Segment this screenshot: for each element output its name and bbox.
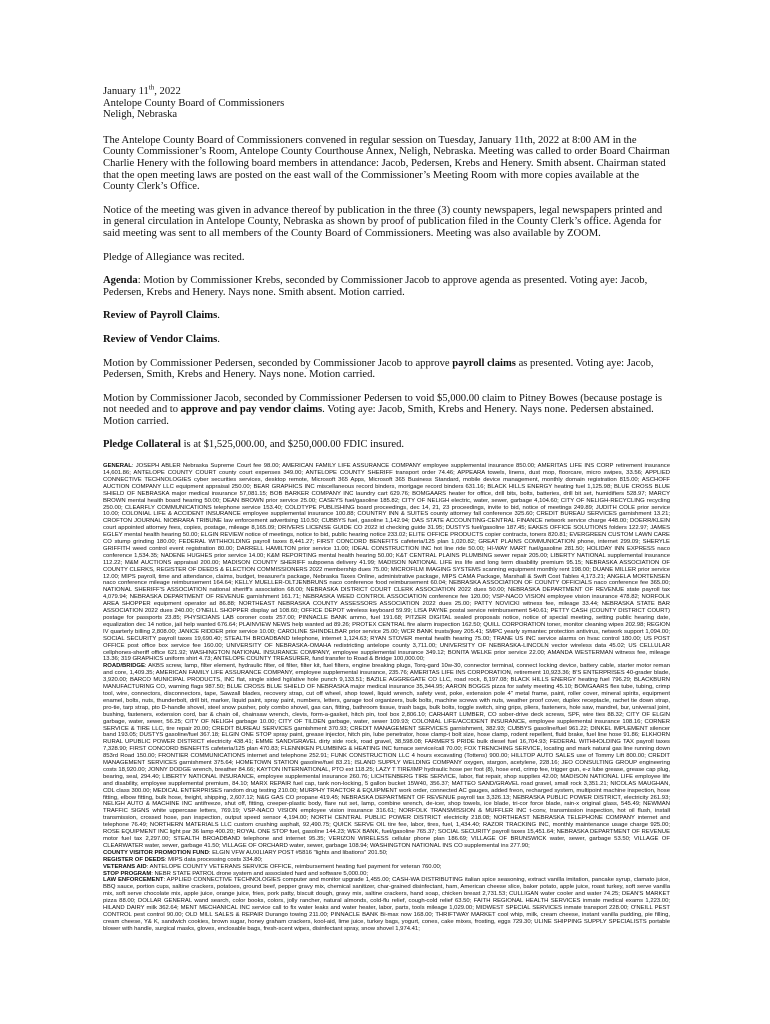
notice-paragraph: Notice of the meeting was given in advance thereof by publication in the three (3) county newspapers, legal newspapers printed and in general circulation in Antelope County, Nebraska as shown by proof of publication filed in the County Clerk’s office. Agenda for said meeting was sent to all members of the County Board of Commissioners. Meeting was also available by ZOOM. [103,204,663,239]
claims-register-of-deeds: REGISTER OF DEEDS: MIPS data processing costs 334.80; [103,856,263,863]
claims-visitor-promotion: COUNTY VISITOR PROMOTION FUND: ELGIN VFW AUXILIARY POST #5816 "lights and libations" 201.50; [103,849,388,856]
opening-paragraph: The Antelope County Board of Commissioners convened in regular session on Tuesday, January 11th, 2022 at 8:00 AM in the County Commissioner’s Room, Antelope County Courthouse Annex, Neligh, Nebraska. Meeting was called to order Board Chairman Charlie Henery with the following board members in attendance: Jacob, Pedersen, Krebs and Henery. Smith absent. Chairman stated that the open meeting laws are posted on the east wall of the Commissioner’s Meeting Room with more copies available at the County Clerk’s Office. [103,134,670,193]
agenda-paragraph: Agenda: Motion by Commissioner Krebs, seconded by Commissioner Jacob to approve agenda as presented. Voting aye: Jacob, Pedersen, Krebs and Henery. Nays none. Smith absent. Motion carried. [103,275,648,298]
location: Neligh, Nebraska [103,109,178,121]
collateral-paragraph: Pledge Collateral is at $1,525,000.00, and $250,000.00 FDIC insured. [103,439,405,451]
claims-general: GENERAL: JOSEPH ABLER Nebraska Supreme Court fee 98.00; AMERICAN FAMILY LIFE ASSURANCE COMPANY employee supplemental insurance 850.00; AMERITAS LIFE INS CORP retirement insurance 14,601.86; ANTELOPE COUNTY COURT county court expenses 349.00; ANTELOPE COUNTY SHERIFF transport order 74.46; APPEARA towels, linens, dust mop, floorcare, micro swipes, 33.56; APPLIED CONNECTIVE TECHNOLOGIES cyber securities services, desktop remote, Microsoft 365 Apps, Microsoft 365 Business Standard, mobile device management, monthly domain registration 815.00; ASCHOFF AUCTION COMPANY LLC equipment appraisal 250.00; BEAR GRAPHICS INC miscellaneous record binders, mortgage record binders 631.16; BLACK HILLS ENERGY heating fuel 1,125.98; BLUE CROSS BLUE SHIELD OF NEBRASKA major medical insurance 57,081.15; BOB BARKER COMPANY INC laundry cart 629.76; BOMGAARS heater for office, drill bits, bolts, batteries, drill bit set, humidifiers 528.97; MARCY BROWN mental health board hearing 50.00; DEAN BROWN prior service 25.00; CASEYS fuel/gasoline 185.82; CITY OF NELIGH electric, water, sewer, garbage 4,104.60; CITY OF NELIGH-RECYCLING recycling 250.00; CLEARFLY COMMUNICATIONS telephone service 153.40; COLDTYPE PUBLISHING board proceedings, dec 14, 21, 23 proceedings, invite to bid, notice of meetings 249.89; JUDITH COLE prior service 10.00; COLONIAL LIFE & ACCIDENT INSURANCE employee supplemental insurance 100.88; COUNTRY INN & SUITES county attorney fall conference 325.60; CREDIT BUREAU SERVICES garnishment 13.21; CROFTON JOURNAL NIOBRARA TRIBUNE law enforcement advertising 110.50; CUBBYS fuel, gasoline 1,142.94; DAS STATE ACCOUNTING-CENTRAL FINANCE network service charge 448.00; DOERR/KLEIN court appointed attorney fees, copies, postage, mileage 8,165.09; DRIVERS LICENSE GUIDE CO 2022 id checking guide 31.95; DUSTYS fuel/gasoline 187.45; EAKES OFFICE SOLUTIONS folders 122.97; JAMES EGLEY mental health hearing 50.00; ELGIN REVIEW notice of meetings, notice to bid, public hearing notice 233.02; ELITE OFFICE PRODUCTS copier contracts, toners 820.81; EVERGREEN CUSTOM LAWN CARE CO stump grinding 180.00; FEDERAL WITHHOLDING payroll taxes 8,441.27; FIRST CONCORD BENEFITS cafeteria/125 plan 1,020.82; GREAT PLAINS COMMUNICATION phone, internet 299.09; SHERYLE GRIFFITH weed control event registration 80.00; DARRELL HAMILTON prior service 11.00; IDEAL CONSTRUCTION INC hot line ride 50.00; HI-WAY MART fuel/gasoline 281.50; HOLIDAY INN EXPRESS naco conference 1,534.35; NADENE HUGHES prior service 14.00; K&M REPORTING mental health hearing 50.00; K&T CENTRAL PLAINS PLUMBING sewer repair 205.00; LIBERTY NATIONAL supplemental insurance 112.22; M&M AUCTIONS appraisal 200.00; MADISON COUNTY SHERIFF subpoena delivery 41.99; MADISON NATIONAL LIFE ins life and long term disability premium 95.15; NEBRASKA ASSOCIATION OF COUNTY CLERKS, REGISTER OF DEEDS & ELECTION COMMISSIONERS 2022 membership dues 75.00; MICROFILM IMAGING SYSTEMS scanning equipment monthly rent 198.00; DUANE MILLER prior service 12.00; MIPS payroll, time and attendance, claims, budget, treasurer's package, Nebraska Taxes Online, administrative package, MIPS CAMA Package, Marshall & Swift Cost Tables 4,173.21; ANGELA MORTENSEN naco conference mileage reimbursement 164.64; KELLY MUELLER-OLTJENBRUNS naco conference food reimbursement 60.04; NEBRASKA ASSOCIATION OF COUNTY OFFICIALS naco conference fee 365.00; NATIONAL SHERIFF'S ASSOCIATION national sheriff's association 68.00; NEBRASKA DISTRICT COURT CLERK ASSOCIATION 2022 dues 50.00; NEBRASKA DEPARTMENT OF REVENUE state payroll tax 4,079.94; NEBRASKA DEPARTMENT OF REVENUE garnishment 161.71; NEBRASKA WEED CONTROL ASSOCIATION conference fee 120.00; VSP-NACO VISION employee vision insurance 478.82; NORFOLK AREA SHOPPER equipment operator ad 86.88; NORTHEAST NEBRASKA COUNTY ASSESSORS ASSOCIATION 2022 dues 25.00; PATTY NOVICKI witness fee, mileage 33.44; NEBRASKA STATE BAR ASSOCIATION 2022 dues 240.00; O'NEILL SHOPPER display ad 108.60; OFFICE DEPOT wireless keyboard 59.99; LISA PAYNE postal service reimbursement 540.61; PETTY CASH (COUNTY DISTRICT COURT) postage for passports 23.85; PHYSICIANS LAB coroner costs 257.00; PINNACLE BANK ammo, fuel 191.68; PITZER DIGITAL sealed proposals notice, notice of special meeting, setting public hearing date, equalization dec 14 notice, jail help wanted 676.64; PLAINVIEW NEWS help wanted ad 89.26; PROTEX CENTRAL fire alarm inspection 162.50; QUILL CORPORATION toner, monitor cleaning wipes 202.98; REGION IV quarterly billing 2,808.00; JANICE RIDDER prior service 10.00; CAROLINE SHINDELBAR prior service 25.00; WCR BANK trusts/jkwy 205.41; SMPC yearly symantec protection antivirus, network support 1,094.00; SOCIAL SECURITY payroll taxes 19,690.40; STEALTH BROADBAND telephone, internet 1,124.63; RYAN STOVER mental health hearing 75.00; TRANE US INC service alarms on hvac control 180.00; US POST OFFICE post office box service fee 160.00; UNIVERSITY OF NEBRASKA-OMAHA redistricting antelope county 3,711.00; UNIVERSITY OF NEBRASKA-LINCOLN vector wireless data 45.02; US CELLULAR cellphones-sheriff office 621.92; WASHINGTON NATIONAL INSURANCE COMPANY, employee supplemental insurance 349.12; BONITA WELKE prior service 22.00; AMANDA WESTERMAN witness fee, mileage 13.36; 319 GRAPHICS uniform shirt 4.73; ANTELOPE COUNTY TREASURER, fund transfer to Road & Bridge 100,000.00; [103,463,670,663]
claims-veterans-aid: VETERANS AID: ANTELOPE COUNTY VETERANS SERVICE OFFICE, reimbursement heating fuel payment for veteran 760.00; [103,863,442,870]
claims-list [103,463,670,933]
claims-stop-program: STOP PROGRAM: NEBR STATE PATROL drone system and associated hard and software 5,000.00; [103,870,368,877]
letter-header [103,83,670,121]
meeting-date: January 11th, 2022 [103,83,181,97]
vendor-motion-paragraph: Motion by Commissioner Jacob, seconded by Commissioner Pedersen to void $5,000.00 claim to Pitney Bowes (because postage is not needed and to approve and pay vendor claims. Voting aye: Jacob, Smith, Krebs and Henery. Nays none. Pedersen abstained. Motion carried. [103,392,663,427]
claims-law-enforcement: LAW ENFORCEMENT: APPLIED CONNECTIVE TECHNOLOGIES computer and monitor upgrade 1,455.00; CASH-WA DISTRIBUTING italian spice seasoning, extract vanilla imitation, pancake syrup, clamato juice, BBQ sauce, portion cups, saltine crackers, potatoes, ground beef, pepper gravy mix, chemical sanitizer, char-grained disinfectant, ham, American cheese slice, baker potato, apple juice, roast turkey, soft serve vanilla mix, soft serve chocolate mix, apple juice, orange juice, fries, pork patty, biscuit dough, gravy mix, saltine crackers, hand soap, chicken breast 2,731.53; CULLIGAN water cooler and water 74.25; DEAN'S MARKET pizza 88.00; DOLLAR GENERAL wand search, color books, colors, jolly rancher, natural almonds, cold-flu relief, cough-cold relief 63.50; FAITH REGIONAL HEALTH SERVICES inmate medical exams 1,223.00; HILAND DAIRY milk 362.64; MENT MECHANICAL INC service call to fix water leaks and water heater, labor, parts, tools mileage 1,029.00; MIDWEST SPECIAL SERVICES inmate transport 228.00; O'NEILL PEST CONTROL pest control 90.00; OLD MILL SALES & REPAIR Durango towing 211.00; PINNACLE BANK Bi-max now 168.00; THRIFTWAY MARKET cool whip, milk, cream cheese, instant vanilla pudding, pie filling, cream cheese, Y& K, sandwich cookies, brown sugar, honey graham crackers, kool-aid, lime juice, turkey bags, yogurt, cones, cake mixes, frosting, eggs 729.30; ULINE SHIPPING SUPPLY SPECIALISTS portable blower with handle, surgical masks, gloves, enclosable bags, fresh-scent wipes, disinfectant spray, snow shovel 1,974.41; [103,877,670,932]
claims-road-bridge: ROAD/BRIDGE: AKBS screw, lamp, filter element, hydraulic filter, oil filter, filter kit, fuel filters, engine breaking plugs, Torq-gard 10w-30, connector terminal, connect locking device, battery cable, starter motor reman and core, 1,409.35; AMERICAN FAMILY LIFE ASSURANCE COMPANY, employee supplemental insurance, 235.76; AMERITAS LIFE INS CORPORATION, retirement 10,923.36; B'S ENTERPRISES 40-grader blade, 3,920.00; BARCO MUNICIPAL PRODUCTS, INC flat, single sided hgi/ative hole punch 9,133.51; BAZILE AGGREGATE CO LLC, road rock, 8,197.08; BLACK HILLS ENERGY heating fuel 796.29; BLACKBURN MANUFACTURING CO, warning flags 987.50; BLUE CROSS BLUE SHIELD OF NEBRASKA major medical insurance 35,344.95; AARON BOGGS pizza for safety meeting 45.10; BOMGAARS flex tube, tubing, crimp tool, wire, connectors, disconnectors, tape, Sawzall blades, recovery strap, cut off wheel, shop towel, liquid wrench, safety vest, poke, extension pole 4" metal frame, paint, roller cover, mineral spirits, equipment enamel, bolts, nuts, thunderbolt, drill bit, marker, liquid paint, spray paint, numbers, letters, garage tool organizers, bulk bolts, machine screws with nuts, weather proof cover, duplex receptacle, rachet tie down strap, pro-tie, tarp strap, pto D-handle shovel, steel snow pusher, poly combo shovel, gas can, fitting, bathroom tissue, trash bags, bulk bolts, toggle switch, sing grips, pliers, fasteners, hole saw, mandrel, bur, universal joint, bushing, fasteners, extension cord, bar & chain oil, chainsaw wrench, clevis, form-a-gasket, hitch pin, tool box 2,806.10; CARHART LUMBER, CO sober-drive deck screws, SPF, wire ties 88.32; CITY OF ELGIN garbage, water, sewer, 56.25; CITY OF NELIGH garbage 10.00; CITY OF TILDEN garbage, water, sewer 109.93; COLONIAL LIFE/ACCIDENT INSURANCE, employee supplemental insurance 108.16; CORNER SERVICE & TIRE LLC, tire repair 20.00; CREDIT BUREAU SERVICES garnishment 370.93; CREDIT MANAGEMENT SERVICES garnishment, 382.93; CUBBYS gasoline/fuel 961.22; DINKEL IMPLEMENT silencer band 193.05; DUSTYS gasoline/fuel 367.18; ELGIN ONE STOP spray paint, grease injector, hitch pin, lube penetrator, hose clamp-t bolt size, hose clamp, rodent repellent, fluid brake, fuel line hose 91.86; ELKHORN RURAL UPUBLIC POWER DISTRICT electricity 438.41; EMME SAND/GRAVEL dirty side rock, road gravel, 38,598.08; FARMER'S PRIDE bulk diesel fuel 16,704.93; FEDERAL WITHHOLDING TAX payroll taxes 7,328.90; FIRST CONCORD BENEFITS cafeteria/125 plan 470.83; FLENNIKEN PLUMBING & HEATING INC furnace service/call 70.00; FOX TRENCHING SERVICE, locating and mark natural gas line running down 853rd Road 150.00; FRONTIER COMMUNICATIONS internet and telephone 252.91; FUNK CONSTRUCTION LLC 4 hours excavating (Tottens) 900.00; HILLTOP AUTO SALES use of Tommy Lift 800.00; CREDIT MANAGEMENT SERVICES garnishment 375.64; HOMETOWN STATION gasoline/fuel 83.21; ISLAND SUPPLY WELDING COMPANY oxygen, stargon, acetylene, 228.16; JEO CONSULTING GROUP engineering costs 18,920.00; JONNY DODGE wrench, breather 84.66; KAYTON INTERNATIONAL, PTO ext 118.25; LAZY T TIRE/IMP hydraulic hose per foot (8), hose end, crimp fee, trigger gun, e-z lube grease, grease cap plug, bearing, seal, 294.40; LIBERTY NATIONAL INSURANCE, employee supplemental insurance 260.76; LICHTENBERG TIRE SERVICE, labor, flat repair, shop supplies 42.00; MADISON NATIONAL LIFE employee life and disability, employee supplemental premium, 84.10; MARX REPAIR fuel cap, tank non-locking, 5 gallon bucket 15W40, 356.37; MATTEO SAND/GRAVEL road gravel, small rock 3,351.21; NICOLAS MAUGHAN, CDL class 300.00; MEDICAL ENTERPRISES random drug testing 210.00; MURPHY TRACTOR & EQUIPMENT work order, connected AC gauges, added freon, recharged system, multipoint machine inspection, hose fitting, elbow fitting, bulk hose, freight, shipping, 2,607.12; N&G GAS CO propane 419.45; NEBRASKA DEPARTMENT OF REVENUE payroll tax 3,326.13; NEBRASKA PUBLIC POWER DISTRICT, electricity 261.93; NELIGH AUTO & MACHINE INC antifreeze, shut off, fitting, creeper-plastic body, flare nut set, lamp, combine wrench, de-icer, shop towels, ice blade, tri-cor force blade, rain-x original glass, 545.49; NEWMAN TRAFFIC SIGNS white uppercase letters, 769.19; VSP-NACO VISION employee vision insurance 316.61; NORFOLK TRANSMISSION & MUFFLER INC t-conv, transmission inspection, hot oil flush, install transmission, crossed hose, pan inspection, output speed sensor 4,194.00; NORTH CENTRAL PUBLIC POWER DISTRICT electricity 218.08; NORTHEAST NEBRASKA TELEPHONE COMPANY internet and telephone 76.49; NORTHERN MATERIALS LLC custom crushing asphalt, 92,490.75; QUICK SERVE OIL tire fee, labor, tires, fuel, 1,434.40; RAZOR TRACKING INC, monthly maintenance usage charge 925.00; ROSE EQUIPMENT INC light par 36 lamp 400.20; ROYAL ONE STOP fuel, gasoline 144.23; WEX BANK, fuel/gasoline 765.37; SOCIAL SECURITY payroll taxes 15,451.64; NEBRASKA DEPARTMENT OF REVENUE motor fuel tax 2,297.00; STEALTH BROADBAND telephone and internet 95.35; VERIZON WIRELESS cellular phone plan 186.69; VILLAGE OF BRUNSWICK water, sewer, garbage 53.50; VILLAGE OF CLEARWATER water, sewer, garbage 41.50; VILLAGE OF ORCHARD water, sewer, garbage 108.94; WASHINGTON NATIONAL INS CO supplemental ins 277.90; [103,663,670,849]
pledge-paragraph: Pledge of Allegiance was recited. [103,251,245,263]
payroll-motion-paragraph: Motion by Commissioner Pedersen, seconded by Commissioner Jacob to approve payroll claims as presented. Voting aye: Jacob, Pedersen, Smith, Krebs and Henery. Nays none. Motion carried. [103,357,654,381]
vendor-review-heading: Review of Vendor Claims. [103,333,220,345]
board-name: Antelope County Board of Commissioners [103,97,285,109]
payroll-review-heading: Review of Payroll Claims. [103,310,220,322]
